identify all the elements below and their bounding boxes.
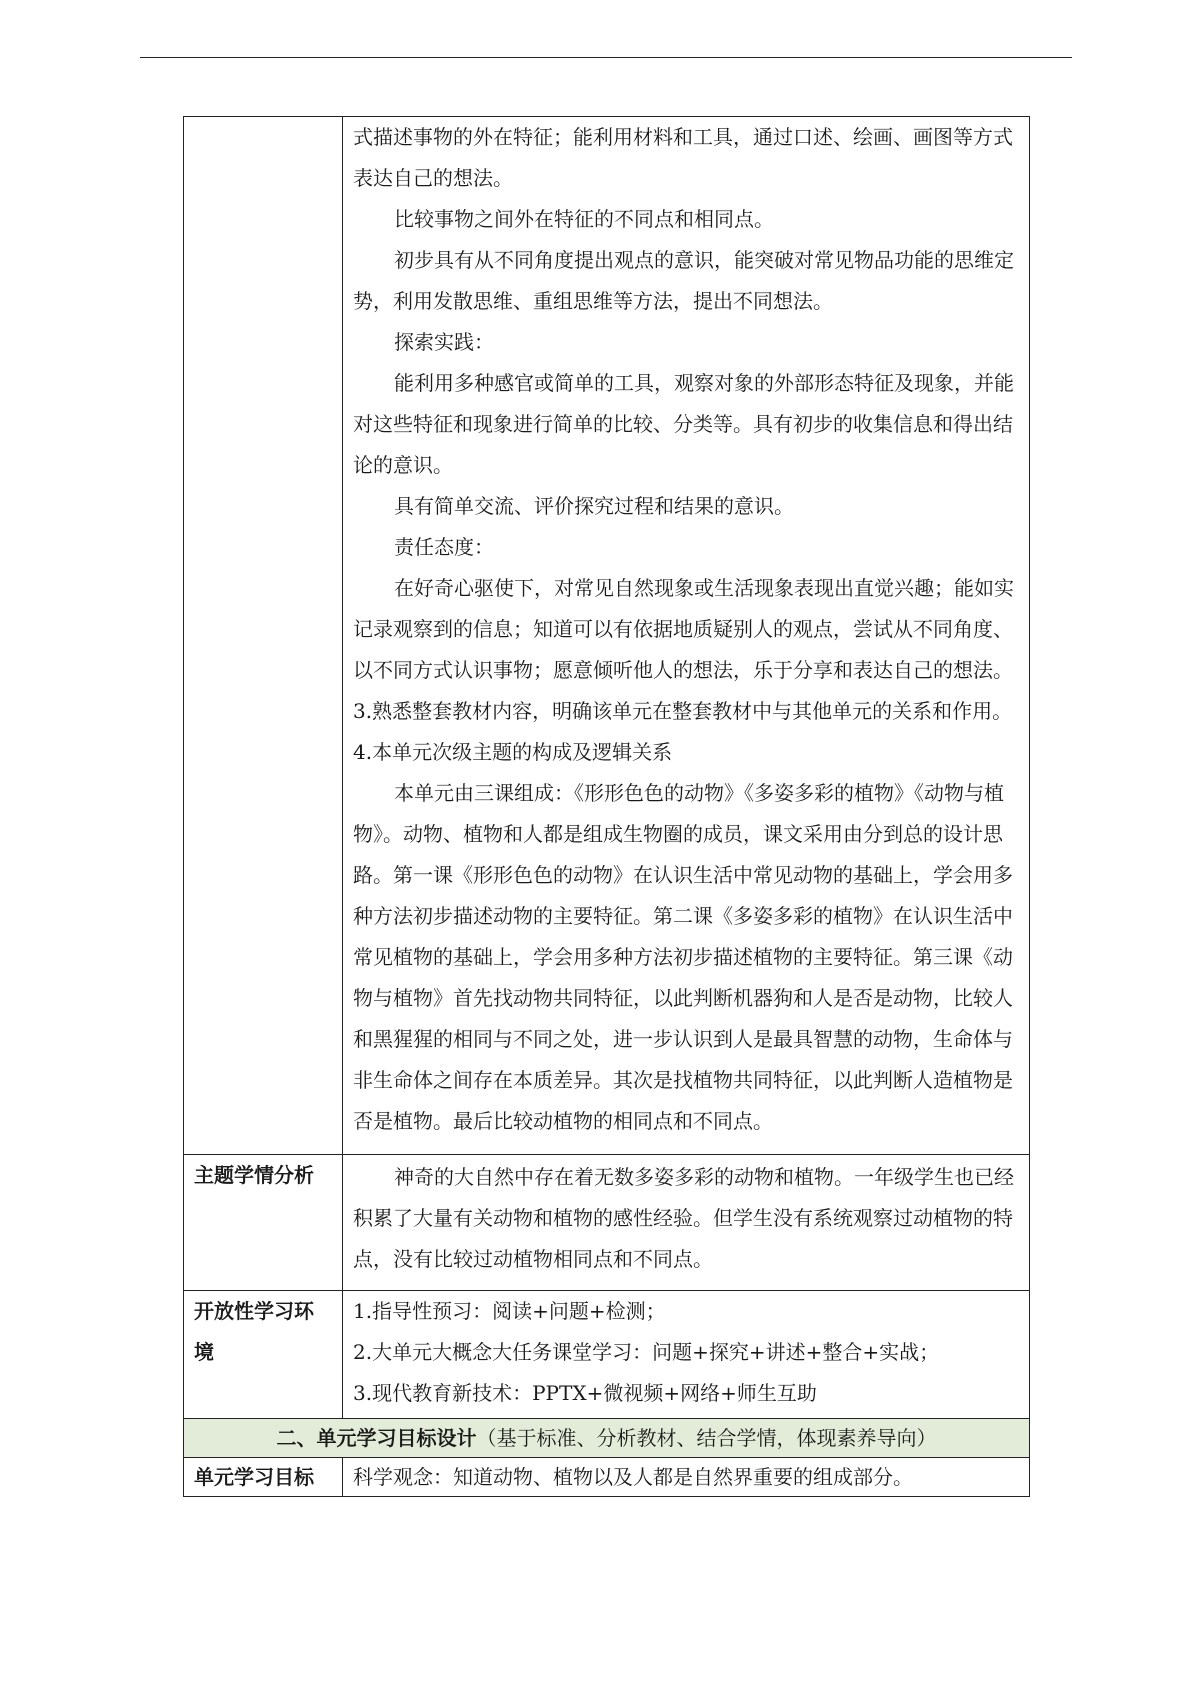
section-heading-title: 二、单元学习目标设计 — [276, 1426, 477, 1450]
unit-design-table — [183, 116, 1030, 1497]
table-row-analysis — [184, 1155, 1030, 1291]
label-cell — [184, 1155, 343, 1291]
list-item: 3.现代教育新技术：PPTX+微视频+网络+师生互助 — [353, 1381, 817, 1405]
section-heading-row — [184, 1419, 1030, 1458]
paragraph: 4.本单元次级主题的构成及逻辑关系 — [353, 740, 673, 764]
section-heading-note: （基于标准、分析教材、结合学情，体现素养导向） — [476, 1426, 937, 1450]
row-label-analysis: 主题学情分析 — [194, 1163, 314, 1187]
header-rule — [140, 57, 1072, 58]
label-cell — [184, 1291, 343, 1419]
paragraph: 在好奇心驱使下，对常见自然现象或生活现象表现出直觉兴趣；能如实记录观察到的信息；知道可以有依据地质疑别人的观点，尝试从不同角度、以不同方式认识事物；愿意倾听他人的想法，乐于分享和表达自己的想法。 — [353, 576, 1014, 682]
table-row-environment — [184, 1291, 1030, 1419]
empty-label-cell — [184, 117, 343, 1155]
paragraph: 神奇的大自然中存在着无数多姿多彩的动物和植物。一年级学生也已经积累了大量有关动物和植物的感性经验。但学生没有系统观察过动植物的特点，没有比较过动植物相同点和不同点。 — [353, 1165, 1014, 1271]
paragraph: 科学观念：知道动物、植物以及人都是自然界重要的组成部分。 — [353, 1465, 913, 1489]
content-cell — [343, 117, 1030, 1155]
paragraph: 本单元由三课组成：《形形色色的动物》《多姿多彩的植物》《动物与植物》。动物、植物和人都是组成生物圈的成员，课文采用由分到总的设计思路。第一课《形形色色的动物》在认识生活中常见动物的基础上，学会用多种方法初步描述动物的主要特征。第二课《多姿多彩的植物》在认识生活中常见植物的基础上，学会用多种方法初步描述植物的主要特征。第三课《动物与植物》首先找动物共同特征，以此判断机器狗和人是否是动物，比较人和黑猩猩的相同与不同之处，进一步认识到人是最具智慧的动物，生命体与非生命体之间存在本质差异。其次是找植物共同特征，以此判断人造植物是否是植物。最后比较动植物的相同点和不同点。 — [353, 781, 1013, 1133]
row-label-goals: 单元学习目标 — [194, 1465, 314, 1489]
paragraph: 3.熟悉整套教材内容，明确该单元在整套教材中与其他单元的关系和作用。 — [353, 699, 1013, 723]
paragraph-heading: 探索实践： — [394, 330, 494, 354]
content-cell — [343, 1458, 1030, 1497]
label-cell — [184, 1458, 343, 1497]
paragraph-heading: 责任态度： — [394, 535, 494, 559]
paragraph: 能利用多种感官或简单的工具，观察对象的外部形态特征及现象，并能对这些特征和现象进行简单的比较、分类等。具有初步的收集信息和得出结论的意识。 — [353, 371, 1014, 477]
paragraph: 初步具有从不同角度提出观点的意识，能突破对常见物品功能的思维定势，利用发散思维、重组思维等方法，提出不同想法。 — [353, 248, 1014, 313]
content-cell — [343, 1155, 1030, 1291]
table-row-goals — [184, 1458, 1030, 1497]
table-row-continued — [184, 117, 1030, 1155]
paragraph: 具有简单交流、评价探究过程和结果的意识。 — [394, 494, 794, 518]
content-cell — [343, 1291, 1030, 1419]
list-item: 1.指导性预习：阅读+问题+检测； — [353, 1299, 666, 1323]
paragraph: 比较事物之间外在特征的不同点和相同点。 — [394, 207, 774, 231]
list-item: 2.大单元大概念大任务课堂学习：问题+探究+讲述+整合+实战； — [353, 1340, 940, 1364]
paragraph: 式描述事物的外在特征；能利用材料和工具，通过口述、绘画、画图等方式表达自己的想法。 — [353, 125, 1013, 190]
row-label-environment: 开放性学习环境 — [194, 1299, 314, 1364]
section-heading — [184, 1419, 1030, 1458]
